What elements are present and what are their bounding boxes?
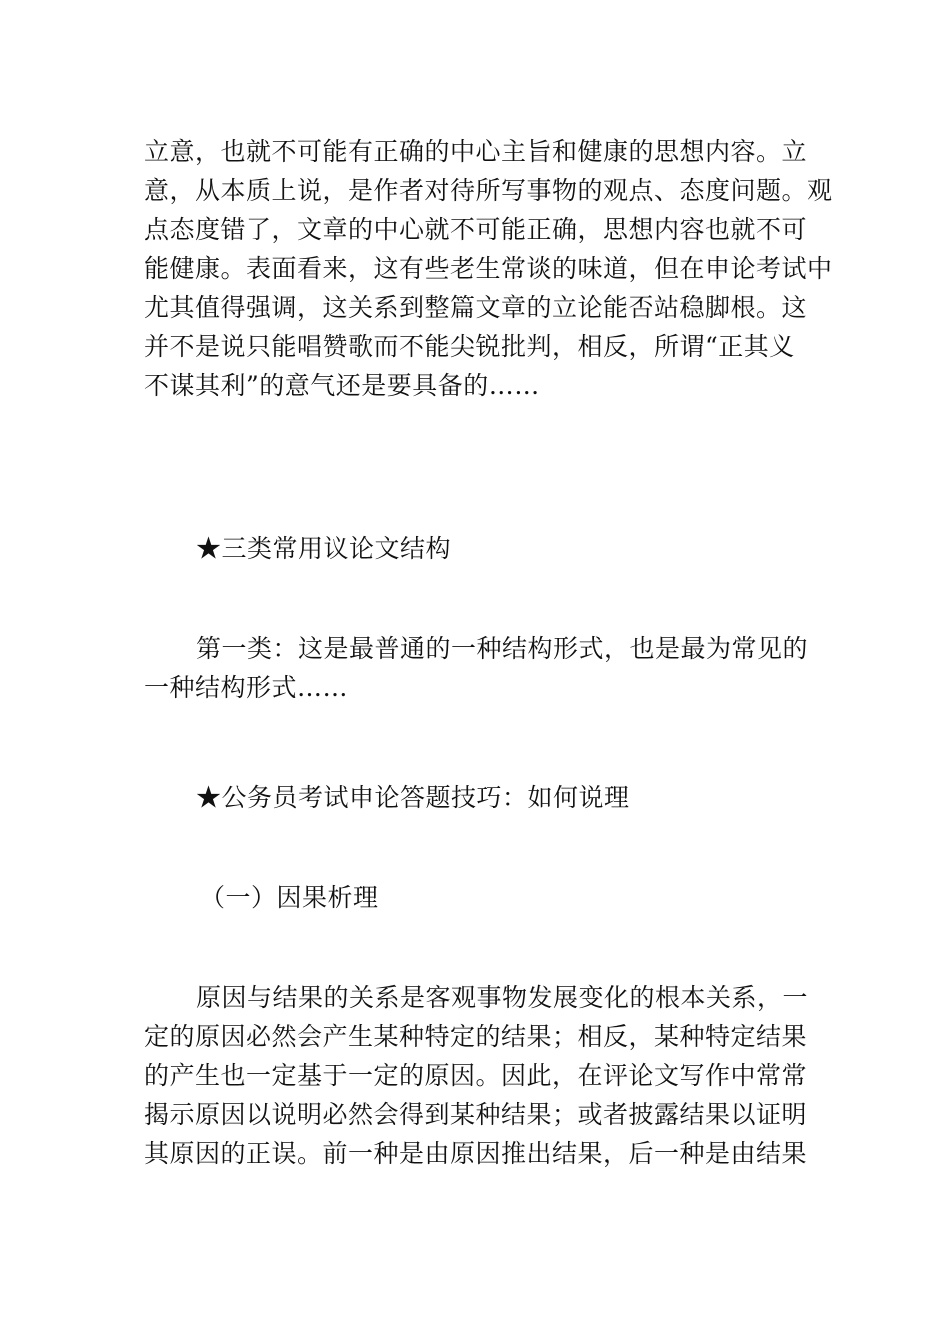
text-line: 定的原因必然会产生某种特定的结果；相反，某种特定结果 bbox=[144, 1022, 808, 1051]
text-line: 立意，也就不可能有正确的中心主旨和健康的思想内容。立 bbox=[144, 137, 808, 166]
section-heading: ★公务员考试申论答题技巧：如何说理 bbox=[196, 783, 630, 812]
paragraph-cause-effect bbox=[144, 978, 808, 1173]
text-line: 意，从本质上说，是作者对待所写事物的观点、态度问题。观 bbox=[144, 176, 833, 205]
text-line: 不谋其利”的意气还是要具备的…… bbox=[144, 371, 540, 400]
heading-reasoning-skills bbox=[144, 778, 808, 817]
text-line: 尤其值得强调，这关系到整篇文章的立论能否站稳脚根。这 bbox=[144, 293, 808, 322]
text-line: 揭示原因以说明必然会得到某种结果；或者披露结果以证明 bbox=[144, 1100, 808, 1129]
text-line: 的产生也一定基于一定的原因。因此，在评论文写作中常常 bbox=[144, 1061, 808, 1090]
text-line: 点态度错了，文章的中心就不可能正确，思想内容也就不可 bbox=[144, 215, 808, 244]
heading-cause-effect bbox=[144, 878, 808, 917]
text-line: 原因与结果的关系是客观事物发展变化的根本关系，一 bbox=[196, 983, 809, 1012]
subsection-heading: （一）因果析理 bbox=[200, 883, 379, 912]
text-line: 一种结构形式…… bbox=[144, 673, 349, 702]
section-heading: ★三类常用议论文结构 bbox=[196, 534, 452, 563]
text-line: 第一类：这是最普通的一种结构形式，也是最为常见的 bbox=[196, 634, 809, 663]
text-line: 能健康。表面看来，这有些老生常谈的味道，但在申论考试中 bbox=[144, 254, 833, 283]
heading-essay-structures bbox=[144, 529, 808, 568]
text-line: 并不是说只能唱赞歌而不能尖锐批判，相反，所谓“正其义 bbox=[144, 332, 795, 361]
text-line: 其原因的正误。前一种是由原因推出结果，后一种是由结果 bbox=[144, 1139, 808, 1168]
paragraph-main-idea bbox=[144, 132, 833, 405]
paragraph-first-type bbox=[144, 629, 808, 707]
